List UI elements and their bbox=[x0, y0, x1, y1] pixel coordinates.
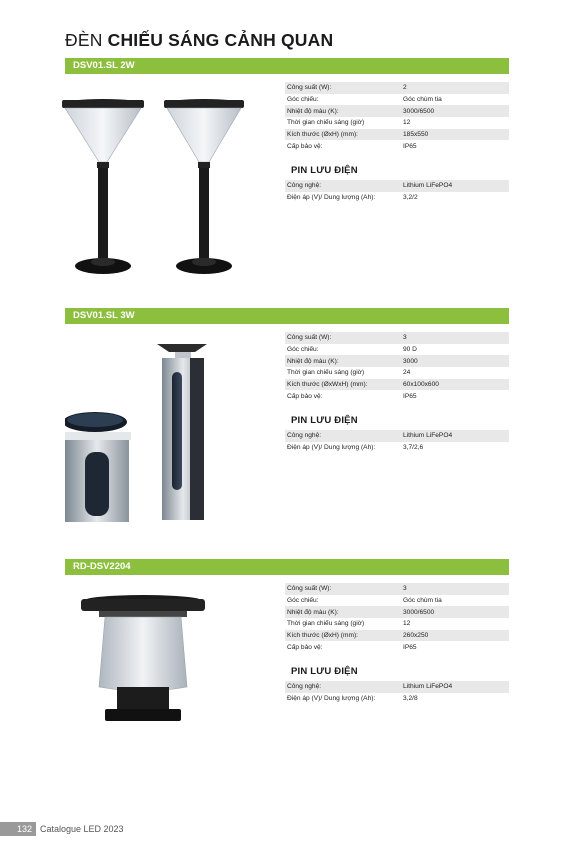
battery-label: Điện áp (V)/ Dung lượng (Ah): bbox=[287, 194, 376, 202]
spec-label: Góc chiếu: bbox=[287, 597, 319, 605]
spec-value: 24 bbox=[403, 369, 411, 377]
spec-value: Góc chùm tia bbox=[403, 96, 442, 104]
spec-label: Công suất (W): bbox=[287, 334, 332, 342]
spec-value: 3 bbox=[403, 334, 407, 342]
pillar-light-image bbox=[75, 579, 215, 759]
spec-label: Nhiệt độ màu (K): bbox=[287, 357, 339, 365]
battery-label: Điện áp (V)/ Dung lượng (Ah): bbox=[287, 444, 376, 452]
spec-value: IP65 bbox=[403, 142, 417, 150]
spec-label: Kích thước (ØxH) (mm): bbox=[287, 632, 359, 640]
battery-row bbox=[285, 442, 509, 454]
spec-value: 3 bbox=[403, 585, 407, 593]
product-section-rd-dsv2204 bbox=[65, 559, 509, 799]
product-section-dsv01-3w bbox=[65, 308, 509, 548]
spec-value: 2 bbox=[403, 84, 407, 92]
spec-row bbox=[285, 618, 509, 630]
spec-value: 3000/6500 bbox=[403, 608, 435, 616]
battery-row bbox=[285, 192, 509, 204]
battery-heading: PIN LƯU ĐIỆN bbox=[291, 415, 358, 427]
battery-label: Công nghệ: bbox=[287, 432, 322, 440]
battery-row bbox=[285, 693, 509, 705]
product-model-bar: DSV01.SL 2W bbox=[65, 58, 509, 74]
battery-value: Lithium LiFePO4 bbox=[403, 182, 453, 190]
spec-value: 90 D bbox=[403, 346, 417, 354]
spec-row bbox=[285, 379, 509, 391]
spec-label: Thời gian chiếu sáng (giờ) bbox=[287, 369, 365, 377]
spec-value: 3000/6500 bbox=[403, 107, 435, 115]
spec-row bbox=[285, 82, 509, 94]
battery-heading: PIN LƯU ĐIỆN bbox=[291, 666, 358, 678]
spec-table bbox=[285, 583, 509, 705]
spec-label: Cấp bảo vệ: bbox=[287, 643, 323, 651]
product-model-bar: RD-DSV2204 bbox=[65, 559, 509, 575]
spec-table bbox=[285, 82, 509, 204]
spec-row bbox=[285, 606, 509, 618]
battery-row bbox=[285, 430, 509, 442]
page-title-bold: CHIẾU SÁNG CẢNH QUAN bbox=[107, 30, 334, 50]
spec-value: 3000 bbox=[403, 357, 418, 365]
spec-label: Góc chiếu: bbox=[287, 346, 319, 354]
spec-row bbox=[285, 355, 509, 367]
spec-label: Công suất (W): bbox=[287, 585, 332, 593]
spec-label: Kích thước (ØxWxH) (mm): bbox=[287, 381, 368, 389]
spec-row bbox=[285, 94, 509, 106]
spec-label: Góc chiếu: bbox=[287, 96, 319, 104]
bollard-light-2w-image bbox=[59, 78, 249, 298]
product-section-dsv01-2w bbox=[65, 58, 509, 298]
spec-row bbox=[285, 344, 509, 356]
battery-value: Lithium LiFePO4 bbox=[403, 432, 453, 440]
spec-value: 12 bbox=[403, 119, 411, 127]
spec-label: Thời gian chiếu sáng (giờ) bbox=[287, 620, 365, 628]
battery-value: 3,7/2,6 bbox=[403, 444, 424, 452]
spec-value: 185x550 bbox=[403, 131, 429, 139]
battery-value: Lithium LiFePO4 bbox=[403, 683, 453, 691]
battery-row bbox=[285, 180, 509, 192]
spec-table bbox=[285, 332, 509, 454]
page-number: 132 bbox=[0, 822, 36, 836]
spec-row bbox=[285, 117, 509, 129]
spec-value: IP65 bbox=[403, 643, 417, 651]
spec-label: Nhiệt độ màu (K): bbox=[287, 107, 339, 115]
spec-row bbox=[285, 105, 509, 117]
battery-label: Công nghệ: bbox=[287, 683, 322, 691]
spec-row bbox=[285, 140, 509, 152]
battery-row bbox=[285, 681, 509, 693]
spec-value: Góc chùm tia bbox=[403, 597, 442, 605]
spec-row bbox=[285, 595, 509, 607]
spec-row bbox=[285, 367, 509, 379]
battery-label: Điện áp (V)/ Dung lượng (Ah): bbox=[287, 695, 376, 703]
product-model-bar: DSV01.SL 3W bbox=[65, 308, 509, 324]
spec-row bbox=[285, 641, 509, 653]
spec-label: Kích thước (ØxH) (mm): bbox=[287, 131, 359, 139]
page-footer bbox=[0, 822, 124, 836]
spec-label: Nhiệt độ màu (K): bbox=[287, 608, 339, 616]
spec-row bbox=[285, 332, 509, 344]
battery-value: 3,2/8 bbox=[403, 695, 418, 703]
page-title-light: ĐÈN bbox=[65, 30, 108, 50]
spec-value: IP65 bbox=[403, 392, 417, 400]
catalogue-label: Catalogue LED 2023 bbox=[40, 824, 124, 834]
spec-label: Cấp bảo vệ: bbox=[287, 392, 323, 400]
spec-row bbox=[285, 583, 509, 595]
spec-value: 60x100x600 bbox=[403, 381, 439, 389]
spec-row bbox=[285, 390, 509, 402]
spec-label: Cấp bảo vệ: bbox=[287, 142, 323, 150]
spec-row bbox=[285, 630, 509, 642]
battery-heading: PIN LƯU ĐIỆN bbox=[291, 165, 358, 177]
battery-value: 3,2/2 bbox=[403, 194, 418, 202]
battery-label: Công nghệ: bbox=[287, 182, 322, 190]
page-title bbox=[65, 30, 333, 51]
spec-label: Thời gian chiếu sáng (giờ) bbox=[287, 119, 365, 127]
bollard-light-3w-image bbox=[65, 328, 225, 548]
spec-value: 260x250 bbox=[403, 632, 429, 640]
spec-row bbox=[285, 129, 509, 141]
spec-value: 12 bbox=[403, 620, 411, 628]
spec-label: Công suất (W): bbox=[287, 84, 332, 92]
